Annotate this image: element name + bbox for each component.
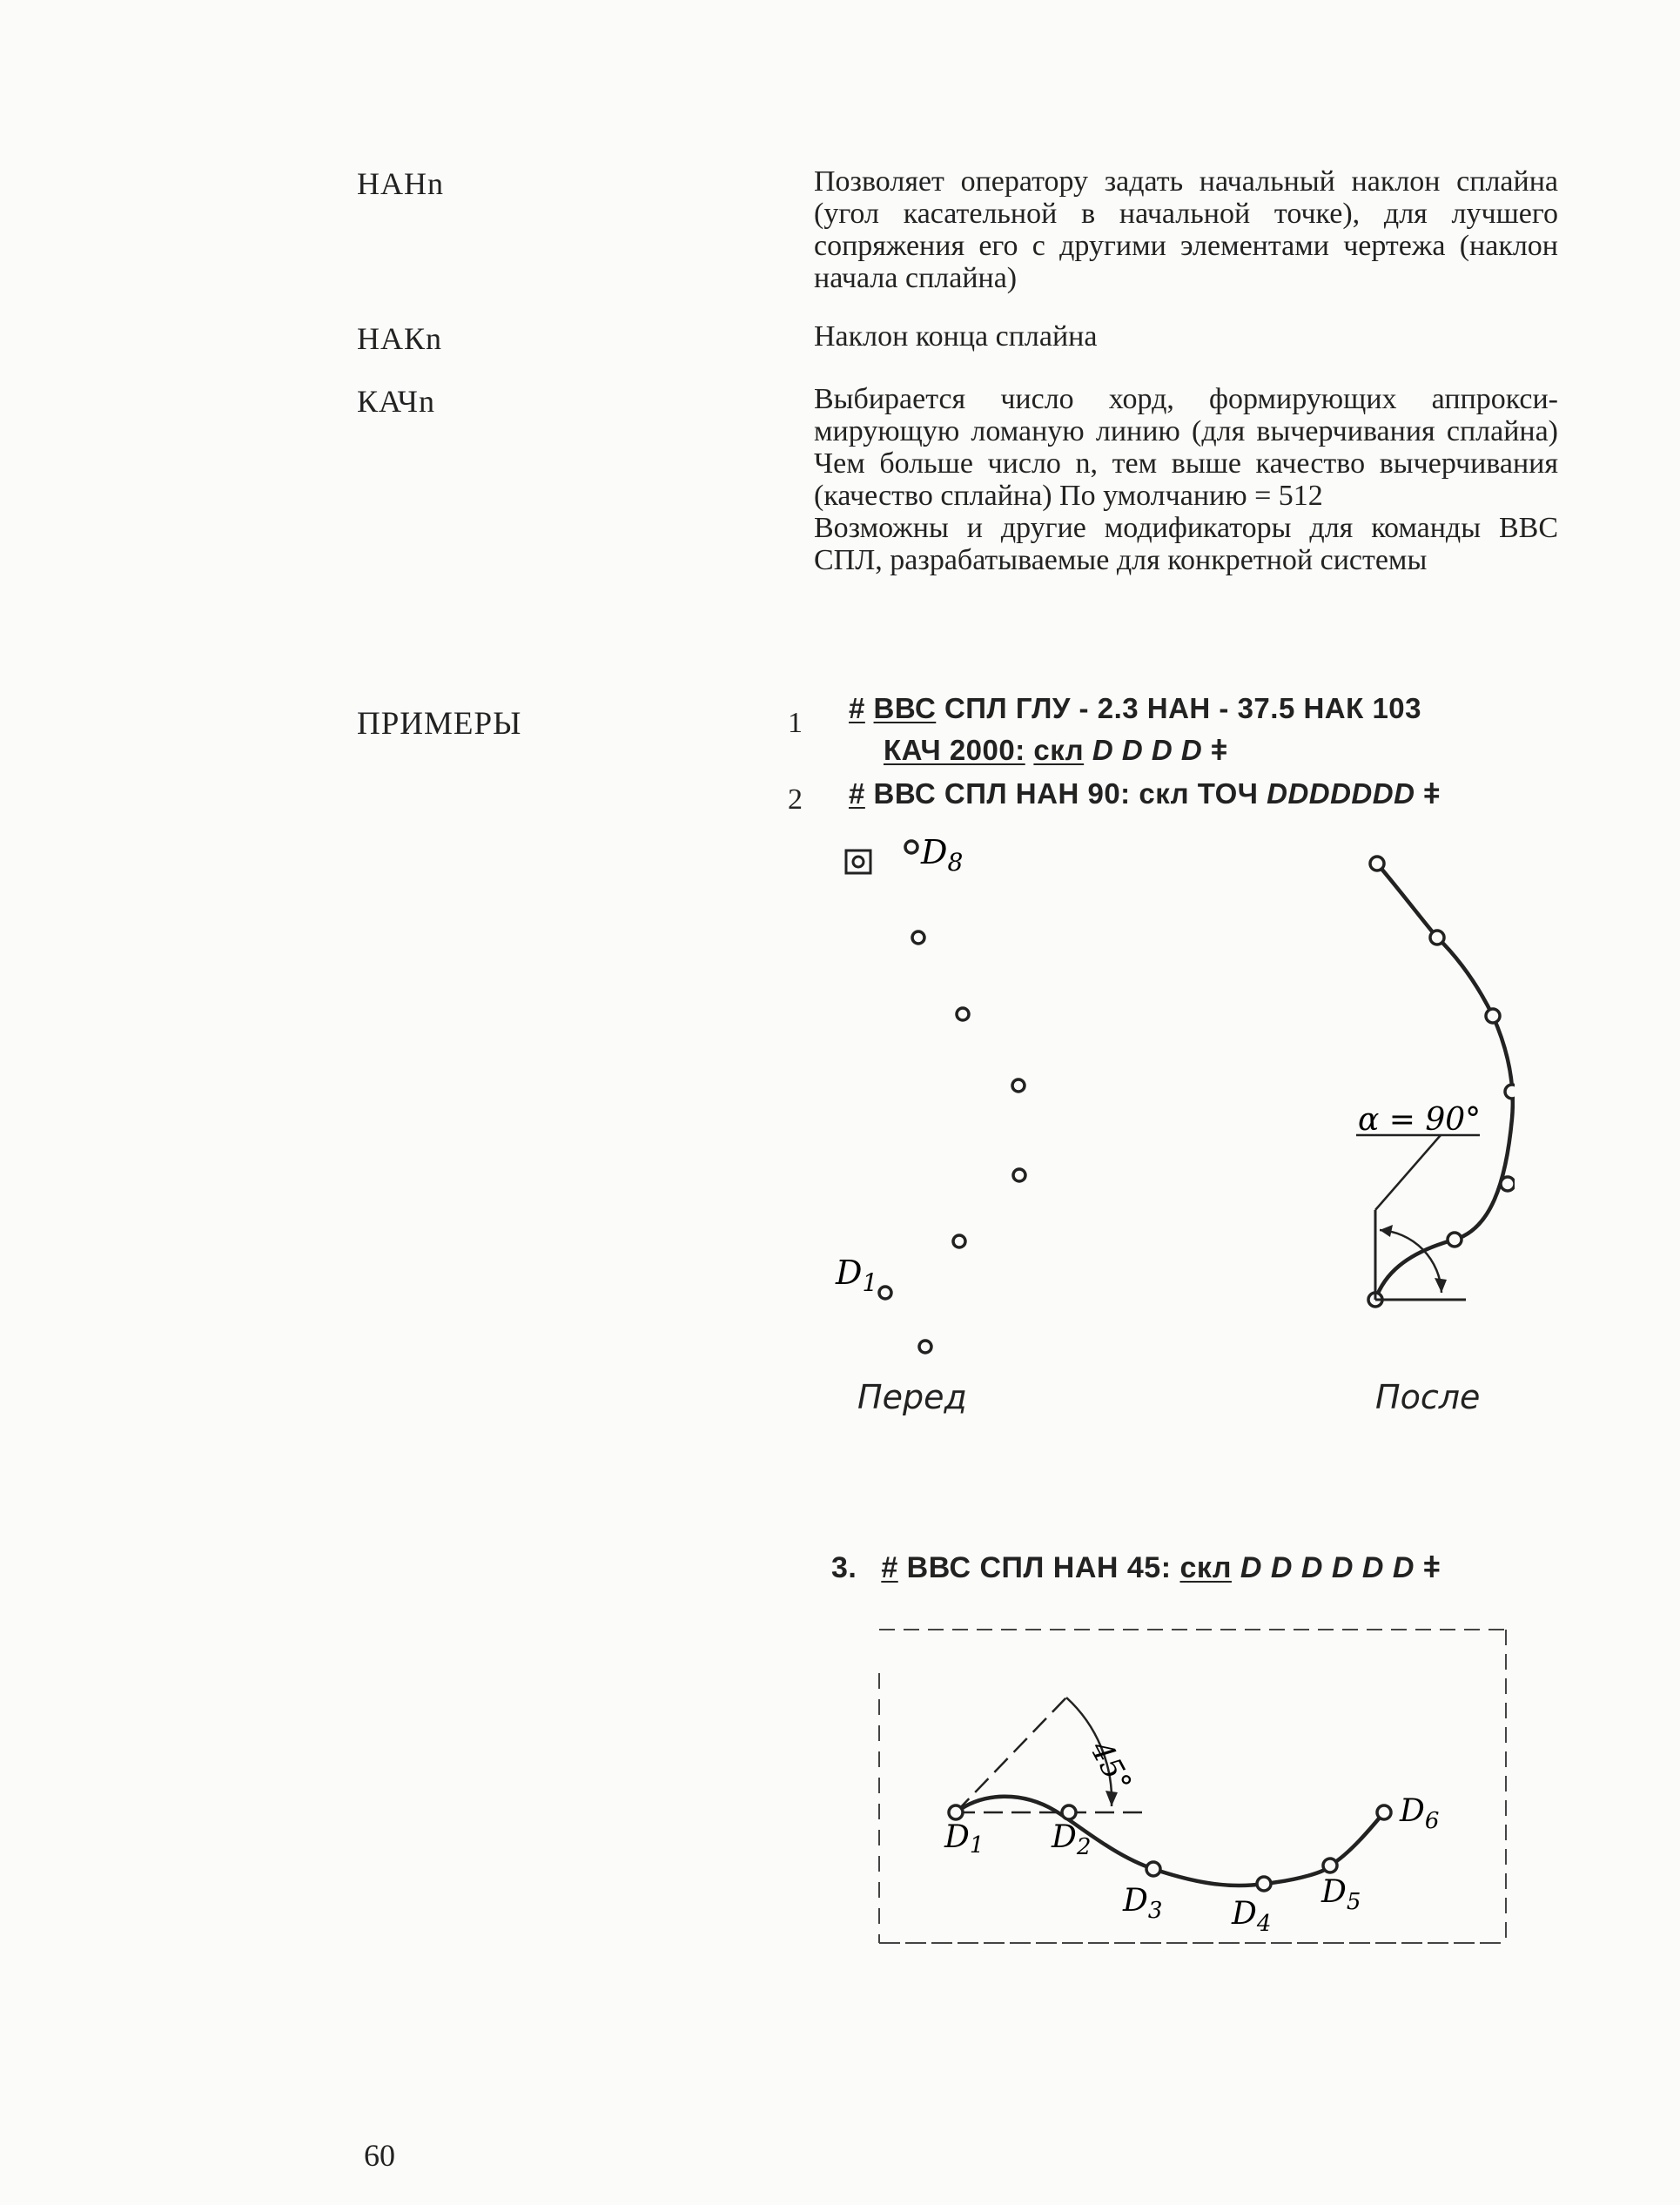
point-before: [1013, 1169, 1025, 1181]
arrow-head: [1380, 1225, 1393, 1237]
example-2-line: [849, 777, 1441, 810]
description-nan: [814, 165, 1558, 294]
point-d8-before: [905, 841, 917, 853]
point-after: [1486, 1009, 1500, 1023]
example-number: 1: [788, 707, 803, 739]
hash-symbol: #: [881, 1551, 898, 1584]
command-text: ВВС СПЛ НАН 90: скл ТОЧ: [864, 777, 1267, 810]
angle-arc: [1380, 1230, 1441, 1293]
hash-symbol: #: [849, 777, 865, 810]
point-after: [1370, 857, 1384, 871]
spline-curve-after: [1375, 864, 1513, 1300]
end-symbol: ǂ: [1423, 777, 1441, 810]
spline-curve: [956, 1797, 1384, 1886]
caption-before: Перед: [857, 1378, 967, 1416]
point-d4: [1257, 1877, 1271, 1891]
description-kach: [814, 383, 1558, 576]
label-d2: $D_2$: [1052, 1819, 1092, 1860]
start-marker-point: [853, 857, 864, 867]
point-list: DDDDDDD: [1267, 777, 1415, 810]
term-nan: НАНn: [357, 166, 444, 201]
point-before: [919, 1341, 931, 1353]
caption-after: После: [1375, 1378, 1481, 1416]
point-before: [912, 931, 924, 944]
label-d8: $D_8$: [921, 833, 964, 877]
example-1-line-1: [849, 692, 1421, 725]
description-paragraph: Выбирается число хорд, формирующих аппроксимирующую ломаную линию (для вычерчивания сплайна) Чем больше число n, тем выше качество вычерчивания (качество сплайна) По умолчанию = 512: [814, 383, 1558, 512]
label-d6: $D_6$: [1400, 1793, 1440, 1834]
point-after: [1448, 1233, 1462, 1247]
figure-3-diagram: [862, 1619, 1523, 1967]
command-text: ВВС СПЛ НАН 45:: [897, 1551, 1180, 1584]
arrow-head: [1435, 1278, 1447, 1293]
figure-2-diagram: [818, 818, 1515, 1428]
point-d3: [1146, 1862, 1160, 1876]
command-text: СПЛ ГЛУ - 2.3 НАН - 37.5 НАК 103: [936, 692, 1422, 724]
point-list: D D D D D D: [1231, 1551, 1415, 1584]
description-paragraph: Возможны и другие модификаторы для команды ВВС СПЛ, разрабатываемые для конкретной системы: [814, 512, 1558, 576]
description-paragraph: Позволяет оператору задать начальный наклон сплайна (угол касательной в начальной точке), для лучшего сопряжения его с другими элементами чертежа (наклон начала сплайна): [814, 165, 1558, 294]
page-number: 60: [364, 2138, 395, 2173]
label-d5: $D_5$: [1321, 1874, 1361, 1915]
example-3-line: [831, 1551, 1441, 1585]
point-before: [1012, 1079, 1025, 1092]
point-d6: [1377, 1805, 1391, 1819]
command-text: КАЧ 2000:: [884, 734, 1025, 766]
end-symbol: ǂ: [1210, 734, 1228, 766]
point-after: [1505, 1085, 1515, 1099]
point-before: [957, 1008, 969, 1020]
examples-heading: ПРИМЕРЫ: [357, 706, 522, 742]
end-symbol: ǂ: [1422, 1551, 1441, 1584]
description-paragraph: Наклон конца сплайна: [814, 320, 1098, 353]
point-after: [1430, 931, 1444, 945]
point-d1: [949, 1805, 963, 1819]
angle-label-90: α = 90°: [1358, 1102, 1482, 1138]
point-list: D D D D: [1092, 734, 1203, 766]
command-keyword: ВВС: [873, 692, 937, 724]
label-d4: $D_4$: [1232, 1896, 1272, 1937]
point-before: [953, 1235, 965, 1247]
example-number: 2: [788, 783, 803, 816]
example-1-line-2: [884, 734, 1228, 767]
description-nak: [814, 320, 1558, 353]
command-keyword: скл: [1033, 734, 1085, 766]
start-marker-box: [846, 850, 870, 873]
point-d1-before: [879, 1287, 891, 1299]
term-kach: КАЧn: [357, 384, 435, 419]
angle-label-45: 45°: [1083, 1735, 1139, 1798]
hash-symbol: #: [849, 692, 865, 724]
point-d2: [1062, 1805, 1076, 1819]
term-nak: НАКn: [357, 321, 443, 356]
label-leader-line: [1375, 1135, 1441, 1210]
command-keyword: скл: [1179, 1551, 1232, 1584]
label-d1: D1: [944, 1819, 984, 1859]
label-d1: $D_1$: [836, 1254, 878, 1297]
label-d3: $D_3$: [1123, 1883, 1163, 1924]
point-d5: [1323, 1859, 1337, 1872]
example-number: 3.: [831, 1551, 857, 1584]
point-after: [1501, 1177, 1515, 1191]
